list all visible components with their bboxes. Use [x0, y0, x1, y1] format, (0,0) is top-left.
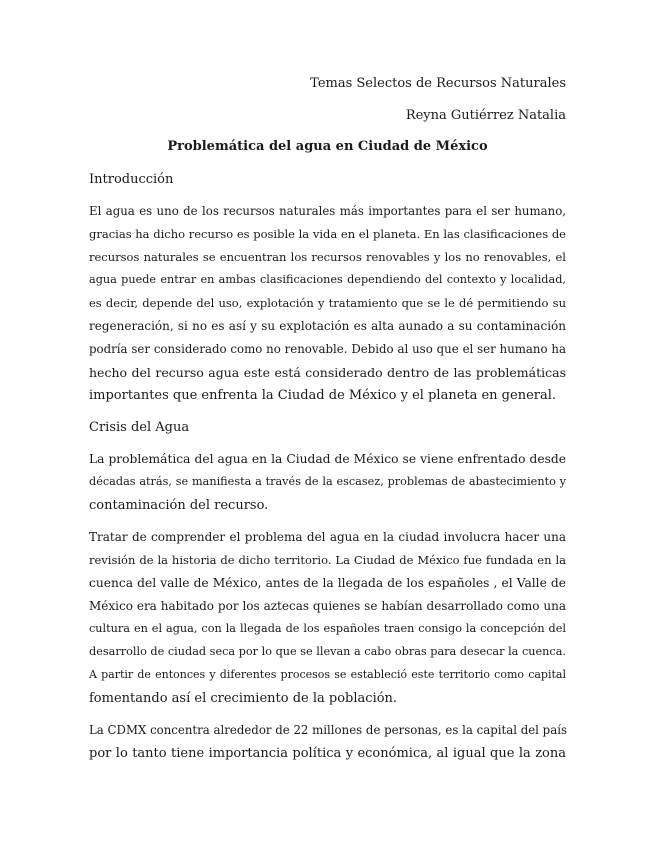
- paragraph-line: revisión de la historia de dicho territorio. La Ciudad de México fue fundada en la: [89, 553, 566, 567]
- paragraph-line: contaminación del recurso.: [89, 498, 269, 513]
- author-name: Reyna Gutiérrez Natalia: [405, 108, 566, 123]
- paragraph-line: La CDMX concentra alrededor de 22 millones de personas, es la capital del país: [89, 723, 567, 737]
- paragraph-line: cultura en el agua, con la llegada de los españoles traen consigo la concepción del: [89, 622, 566, 635]
- paragraph-line: podría ser considerado como no renovable. Debido al uso que el ser humano ha: [89, 342, 566, 356]
- section-heading-introduction: Introducción: [89, 172, 174, 187]
- paragraph-line: cuenca del valle de México, antes de la llegada de los españoles , el Valle de: [89, 576, 566, 590]
- paragraph-line: México era habitado por los aztecas quienes se habían desarrollado como una: [89, 599, 566, 613]
- paragraph-line: fomentando así el crecimiento de la población.: [89, 691, 398, 706]
- paragraph-line: A partir de entonces y diferentes procesos se estableció este territorio como capital: [89, 668, 566, 681]
- paragraph-line: gracias ha dicho recurso es posible la vida en el planeta. En las clasificaciones de: [89, 227, 566, 241]
- paragraph-line: El agua es uno de los recursos naturales más importantes para el ser humano,: [89, 204, 566, 218]
- section-heading-crisis: Crisis del Agua: [89, 420, 190, 435]
- document-title: Problemática del agua en Ciudad de México: [167, 139, 488, 154]
- paragraph-line: importantes que enfrenta la Ciudad de México y el planeta en general.: [89, 388, 557, 403]
- paragraph-line: La problemática del agua en la Ciudad de México se viene enfrentado desde: [89, 452, 566, 466]
- paragraph-line: por lo tanto tiene importancia política y económica, al igual que la zona: [89, 746, 566, 761]
- paragraph-line: regeneración, si no es así y su explotación es alta aunado a su contaminación: [89, 319, 566, 333]
- course-name: Temas Selectos de Recursos Naturales: [310, 76, 566, 91]
- paragraph-line: hecho del recurso agua este está considerado dentro de las problemáticas: [89, 365, 566, 380]
- paragraph-line: desarrollo de ciudad seca por lo que se llevan a cabo obras para desecar la cuenca.: [89, 645, 566, 658]
- paragraph-line: es decir, depende del uso, explotación y tratamiento que se le dé permitiendo su: [89, 296, 566, 310]
- paragraph-line: agua puede entrar en ambas clasificaciones dependiendo del contexto y localidad,: [89, 273, 566, 286]
- paragraph-line: décadas atrás, se manifiesta a través de la escasez, problemas de abastecimiento y: [89, 475, 566, 488]
- paragraph-line: Tratar de comprender el problema del agua en la ciudad involucra hacer una: [89, 530, 566, 544]
- paragraph-line: recursos naturales se encuentran los recursos renovables y los no renovables, el: [89, 250, 566, 264]
